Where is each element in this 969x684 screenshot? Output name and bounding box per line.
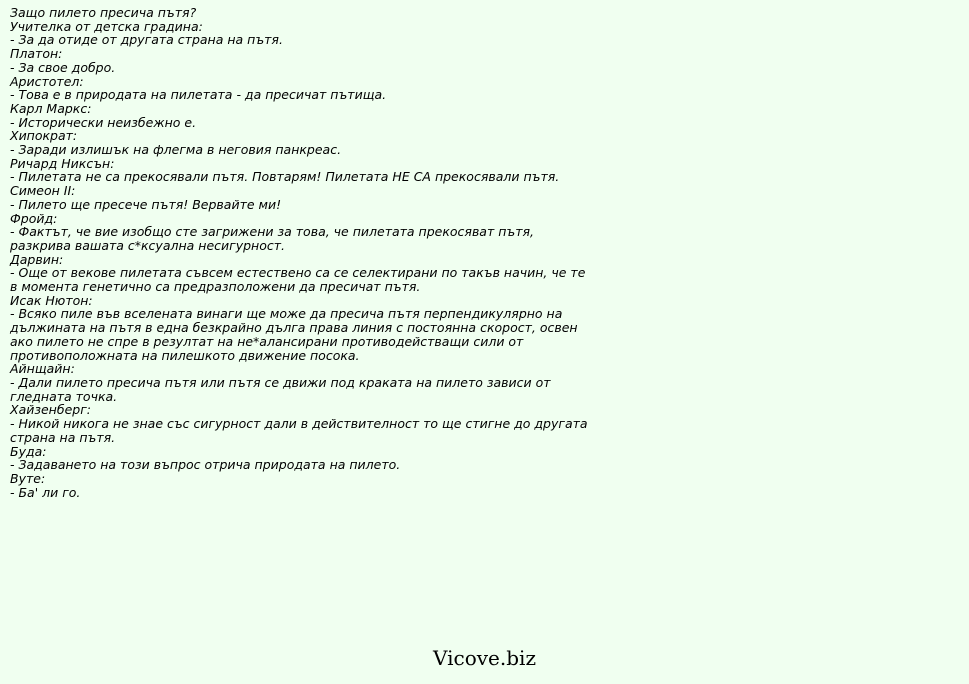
speaker-answer: - Пилетата не са прекосявали пътя. Повтарям! Пилетата НЕ СА прекосявали пътя. (10, 169, 560, 185)
speaker-answer: - Ба' ли го. (10, 484, 81, 500)
speaker-label: Исак Нютон: (10, 292, 93, 308)
speaker-answer: - За свое добро. (10, 59, 116, 75)
speaker-answer: - За да отиде от другата страна на пътя. (10, 32, 283, 48)
speaker-label: Аристотел: (10, 73, 84, 89)
speaker-label: Айнщайн: (10, 361, 75, 377)
speaker-label: Платон: (10, 46, 63, 62)
speaker-answer: - Пилето ще пресече пътя! Вервайте ми! (10, 196, 282, 212)
joke-question: Защо пилето пресича пътя? (10, 5, 197, 20)
site-watermark: Vicove.biz (433, 646, 536, 670)
joke-text (10, 6, 590, 499)
speaker-label: Хайзенберг: (10, 402, 91, 418)
speaker-label: Дарвин: (10, 251, 64, 267)
speaker-label: Вуте: (10, 470, 46, 486)
speaker-answer: - Това е в природата на пилетата - да пресичат пътища. (10, 87, 387, 103)
speaker-answer: - Дали пилето пресича пътя или пътя се движи под краката на пилето зависи от гледната точка. (10, 374, 551, 404)
speaker-label: Карл Маркс: (10, 100, 92, 116)
speaker-answer: - Никой никога не знае със сигурност дали в действителност то ще стигне до другата страна на пътя. (10, 416, 588, 445)
speaker-answer: - Фактът, че вие изобщо сте загрижени за това, че пилетата прекосяват пътя, разкрива вашата с*ксуална несигурност. (10, 224, 535, 253)
speaker-answer: - Исторически неизбежно е. (10, 114, 197, 130)
speaker-label: Фройд: (10, 210, 58, 226)
speaker-label: Буда: (10, 443, 47, 459)
speaker-answer: - Заради излишък на флегма в неговия панкреас. (10, 142, 342, 158)
speaker-label: Хипократ: (10, 128, 78, 144)
speaker-label: Учителка от детска градина: (10, 18, 203, 34)
speaker-answer: - Всяко пиле във вселената винаги ще може да пресича пътя перпендикулярно на дължината на пътя в една безкрайно дълга права линия с постоянна скорост, освен ако пилето не спре в резултат на не*алансирани противодействащи сили от противоположната на пилешкото движение посока. (10, 306, 578, 363)
speaker-answer: - Задаването на този въпрос отрича природата на пилето. (10, 457, 401, 473)
speaker-label: Симеон II: (10, 183, 76, 199)
speaker-answer: - Още от векове пилетата съвсем естествено са се селектирани по такъв начин, че те в момента генетично са предразположени да пресичат пътя. (10, 265, 586, 295)
speaker-label: Ричард Никсън: (10, 155, 115, 171)
